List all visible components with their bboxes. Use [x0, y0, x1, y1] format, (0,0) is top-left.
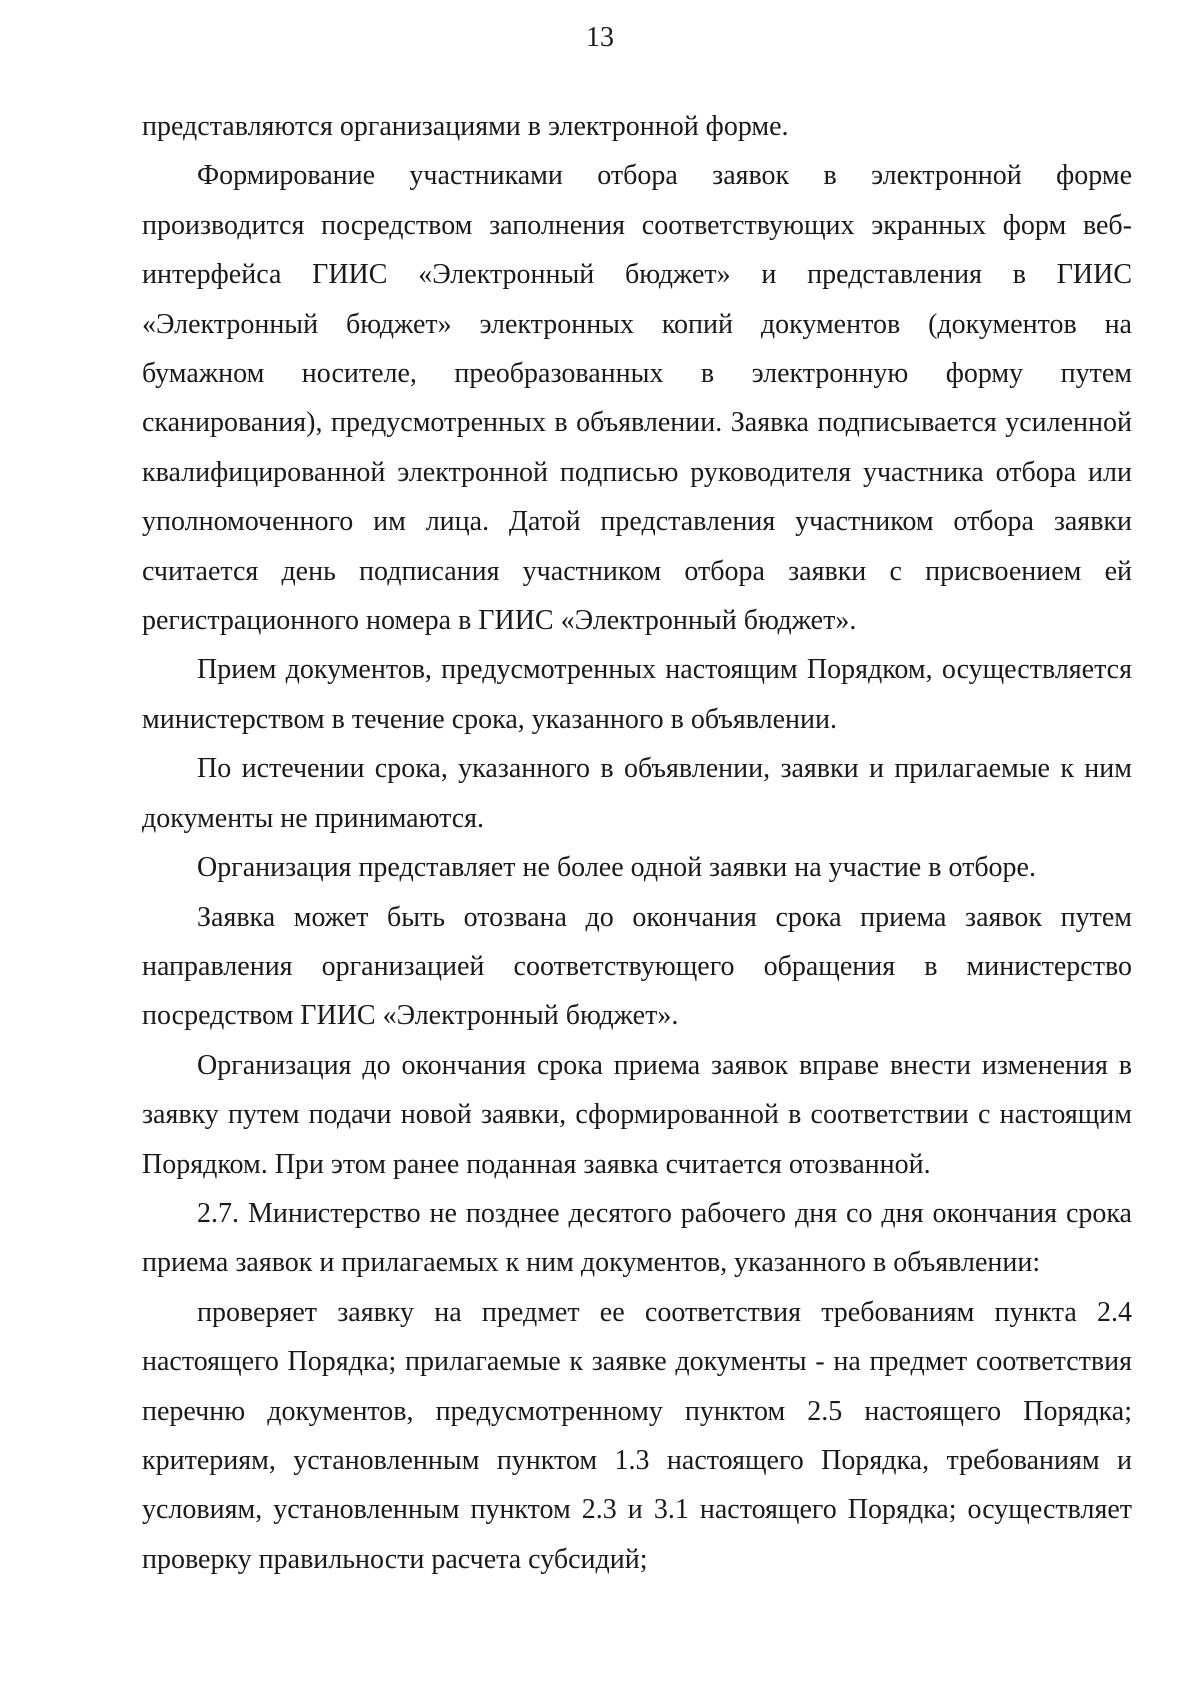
page-number: 13	[586, 22, 614, 53]
paragraph: 2.7. Министерство не позднее десятого рабочего дня со дня окончания срока приема заявок и прилагаемых к ним документов, указанного в объявлении:	[142, 1197, 1132, 1279]
document-body	[142, 102, 1132, 1584]
paragraph: Заявка может быть отозвана до окончания срока приема заявок путем направления организацией соответствующего обращения в министерство посредством ГИИС «Электронный бюджет».	[142, 901, 1132, 1032]
paragraph: Формирование участниками отбора заявок в электронной форме производится посредством заполнения соответствующих экранных форм веб-интерфейса ГИИС «Электронный бюджет» и представления в ГИИС «Электронный бюджет» электронных копий документов (документов на бумажном носителе, преобразованных в электронную форму путем сканирования), предусмотренных в объявлении. Заявка подписывается усиленной квалифицированной электронной подписью руководителя участника отбора или уполномоченного им лица. Датой представления участником отбора заявки считается день подписания участником отбора заявки с присвоением ей регистрационного номера в ГИИС «Электронный бюджет».	[142, 160, 1132, 637]
paragraph: Прием документов, предусмотренных настоящим Порядком, осуществляется министерством в течение срока, указанного в объявлении.	[142, 654, 1132, 735]
paragraph: проверяет заявку на предмет ее соответствия требованиям пункта 2.4 настоящего Порядка; прилагаемые к заявке документы - на предмет соответствия перечню документов, предусмотренному пунктом 2.5 настоящего Порядка; критериям, установленным пунктом 1.3 настоящего Порядка, требованиям и условиям, установленным пунктом 2.3 и 3.1 настоящего Порядка; осуществляет проверку правильности расчета субсидий;	[142, 1296, 1132, 1575]
paragraph: По истечении срока, указанного в объявлении, заявки и прилагаемые к ним документы не принимаются.	[142, 753, 1132, 834]
paragraph: Организация до окончания срока приема заявок вправе внести изменения в заявку путем подачи новой заявки, сформированной в соответствии с настоящим Порядком. При этом ранее поданная заявка считается отозванной.	[142, 1049, 1132, 1180]
paragraph: Организация представляет не более одной заявки на участие в отборе.	[197, 852, 1036, 884]
paragraph: представляются организациями в электронной форме.	[142, 111, 789, 142]
